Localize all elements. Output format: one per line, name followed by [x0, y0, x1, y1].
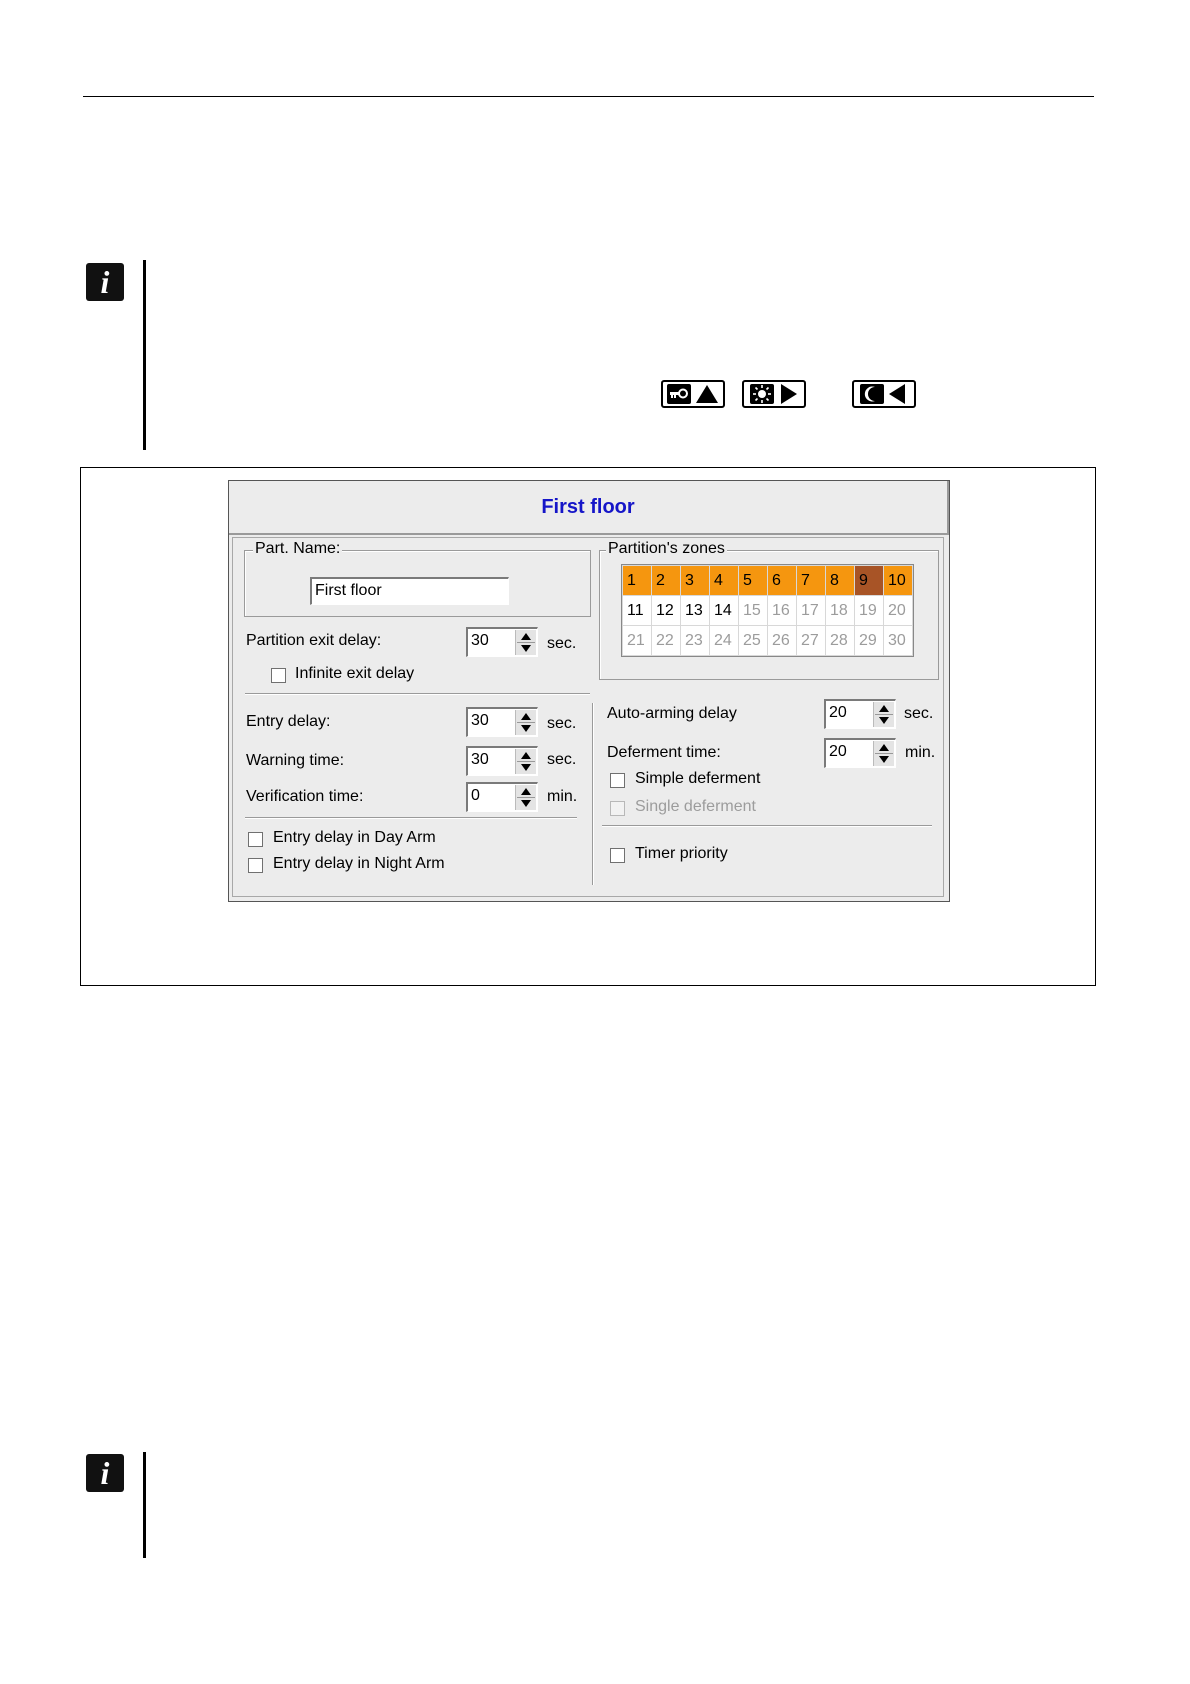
arrow-down-icon[interactable]	[521, 764, 531, 771]
single-deferment-label: Single deferment	[635, 798, 756, 815]
sun-arrow-right-icon	[742, 380, 806, 408]
verification-time-label: Verification time:	[246, 788, 364, 805]
partition-exit-delay-value: 30	[471, 632, 489, 649]
moon-arrow-left-icon	[852, 380, 916, 408]
entry-delay-night-arm-label: Entry delay in Night Arm	[273, 855, 445, 872]
zone-cell[interactable]: 18	[826, 596, 854, 625]
zone-cell[interactable]: 5	[739, 566, 767, 595]
zone-cell[interactable]: 12	[652, 596, 680, 625]
arrow-down-icon[interactable]	[521, 800, 531, 807]
zone-cell[interactable]: 1	[623, 566, 651, 595]
info-note-icon-2: i	[86, 1454, 124, 1492]
entry-delay-night-arm-checkbox[interactable]	[248, 858, 263, 873]
timer-priority-checkbox[interactable]	[610, 848, 625, 863]
spin-buttons[interactable]	[873, 702, 894, 727]
warning-time-spinner[interactable]	[466, 746, 538, 776]
zone-cell[interactable]: 6	[768, 566, 796, 595]
arrow-down-icon[interactable]	[879, 756, 889, 763]
spin-buttons[interactable]	[515, 749, 536, 774]
single-deferment-checkbox	[610, 801, 625, 816]
infinite-exit-delay-label: Infinite exit delay	[295, 665, 415, 682]
verification-time-unit: min.	[547, 788, 578, 805]
infinite-exit-delay-checkbox[interactable]	[271, 668, 286, 683]
info-note-icon: i	[86, 263, 124, 301]
zone-cell[interactable]: 27	[797, 626, 825, 655]
deferment-time-unit: min.	[905, 744, 936, 761]
partition-exit-delay-spinner[interactable]	[466, 627, 538, 657]
simple-deferment-checkbox[interactable]	[610, 773, 625, 788]
zone-cell[interactable]: 14	[710, 596, 738, 625]
zone-cell[interactable]: 3	[681, 566, 709, 595]
verification-time-spinner[interactable]	[466, 782, 538, 812]
arrow-down-icon[interactable]	[521, 725, 531, 732]
vertical-separator	[592, 703, 594, 885]
zone-cell[interactable]: 26	[768, 626, 796, 655]
zone-cell[interactable]: 17	[797, 596, 825, 625]
left-separator	[245, 693, 590, 695]
auto-arming-delay-label: Auto-arming delay	[607, 705, 737, 722]
arrow-up-icon[interactable]	[521, 752, 531, 759]
zone-cell[interactable]: 7	[797, 566, 825, 595]
key-arrow-up-icon	[661, 380, 725, 408]
note-side-bar	[143, 260, 146, 450]
zone-cell[interactable]: 19	[855, 596, 883, 625]
arrow-down-icon[interactable]	[879, 717, 889, 724]
entry-delay-day-arm-label: Entry delay in Day Arm	[273, 829, 436, 846]
warning-time-value: 30	[471, 751, 489, 768]
zone-cell[interactable]: 23	[681, 626, 709, 655]
note-side-bar-2	[143, 1452, 146, 1558]
timer-priority-label: Timer priority	[635, 845, 728, 862]
arrow-up-icon[interactable]	[879, 744, 889, 751]
zone-cell[interactable]: 2	[652, 566, 680, 595]
partition-dialog	[228, 480, 950, 902]
zone-cell[interactable]: 9	[855, 566, 883, 595]
warning-time-unit: sec.	[547, 751, 577, 768]
arrow-down-icon[interactable]	[521, 645, 531, 652]
entry-delay-label: Entry delay:	[246, 713, 331, 730]
entry-delay-day-arm-checkbox[interactable]	[248, 832, 263, 847]
deferment-time-value: 20	[829, 743, 847, 760]
dialog-title: First floor	[229, 481, 949, 535]
spin-buttons[interactable]	[515, 710, 536, 735]
zone-cell[interactable]: 15	[739, 596, 767, 625]
right-separator	[602, 825, 932, 827]
partition-exit-delay-label: Partition exit delay:	[246, 632, 382, 649]
warning-time-label: Warning time:	[246, 752, 345, 769]
arrow-up-icon[interactable]	[521, 788, 531, 795]
zone-cell[interactable]: 29	[855, 626, 883, 655]
zone-cell[interactable]: 21	[623, 626, 651, 655]
auto-arming-delay-value: 20	[829, 704, 847, 721]
zone-cell[interactable]: 22	[652, 626, 680, 655]
zone-cell[interactable]: 16	[768, 596, 796, 625]
zone-cell[interactable]: 20	[884, 596, 912, 625]
zone-cell[interactable]: 8	[826, 566, 854, 595]
entry-delay-value: 30	[471, 712, 489, 729]
spin-buttons[interactable]	[515, 785, 536, 810]
verification-time-value: 0	[471, 787, 480, 804]
zone-cell[interactable]: 24	[710, 626, 738, 655]
arrow-up-icon[interactable]	[521, 633, 531, 640]
auto-arming-delay-unit: sec.	[904, 705, 934, 722]
left-separator-2	[245, 817, 577, 819]
zone-cell[interactable]: 10	[884, 566, 912, 595]
zone-cell[interactable]: 4	[710, 566, 738, 595]
part-name-legend: Part. Name:	[255, 540, 341, 557]
spin-buttons[interactable]	[873, 741, 894, 766]
zone-cell[interactable]: 25	[739, 626, 767, 655]
zone-cell[interactable]: 30	[884, 626, 912, 655]
deferment-time-spinner[interactable]	[824, 738, 896, 768]
dialog-body	[232, 537, 944, 897]
zone-cell[interactable]: 11	[623, 596, 651, 625]
auto-arming-delay-spinner[interactable]	[824, 699, 896, 729]
simple-deferment-label: Simple deferment	[635, 770, 761, 787]
entry-delay-unit: sec.	[547, 715, 577, 732]
part-name-input[interactable]: First floor	[310, 577, 509, 605]
zone-cell[interactable]: 13	[681, 596, 709, 625]
deferment-time-label: Deferment time:	[607, 744, 721, 761]
arrow-up-icon[interactable]	[521, 713, 531, 720]
zone-cell[interactable]: 28	[826, 626, 854, 655]
zones-legend: Partition's zones	[608, 540, 725, 557]
partition-exit-delay-unit: sec.	[547, 635, 577, 652]
spin-buttons[interactable]	[515, 630, 536, 655]
header-rule	[83, 96, 1094, 97]
entry-delay-spinner[interactable]	[466, 707, 538, 737]
arrow-up-icon[interactable]	[879, 705, 889, 712]
zones-grid[interactable]	[621, 564, 914, 657]
